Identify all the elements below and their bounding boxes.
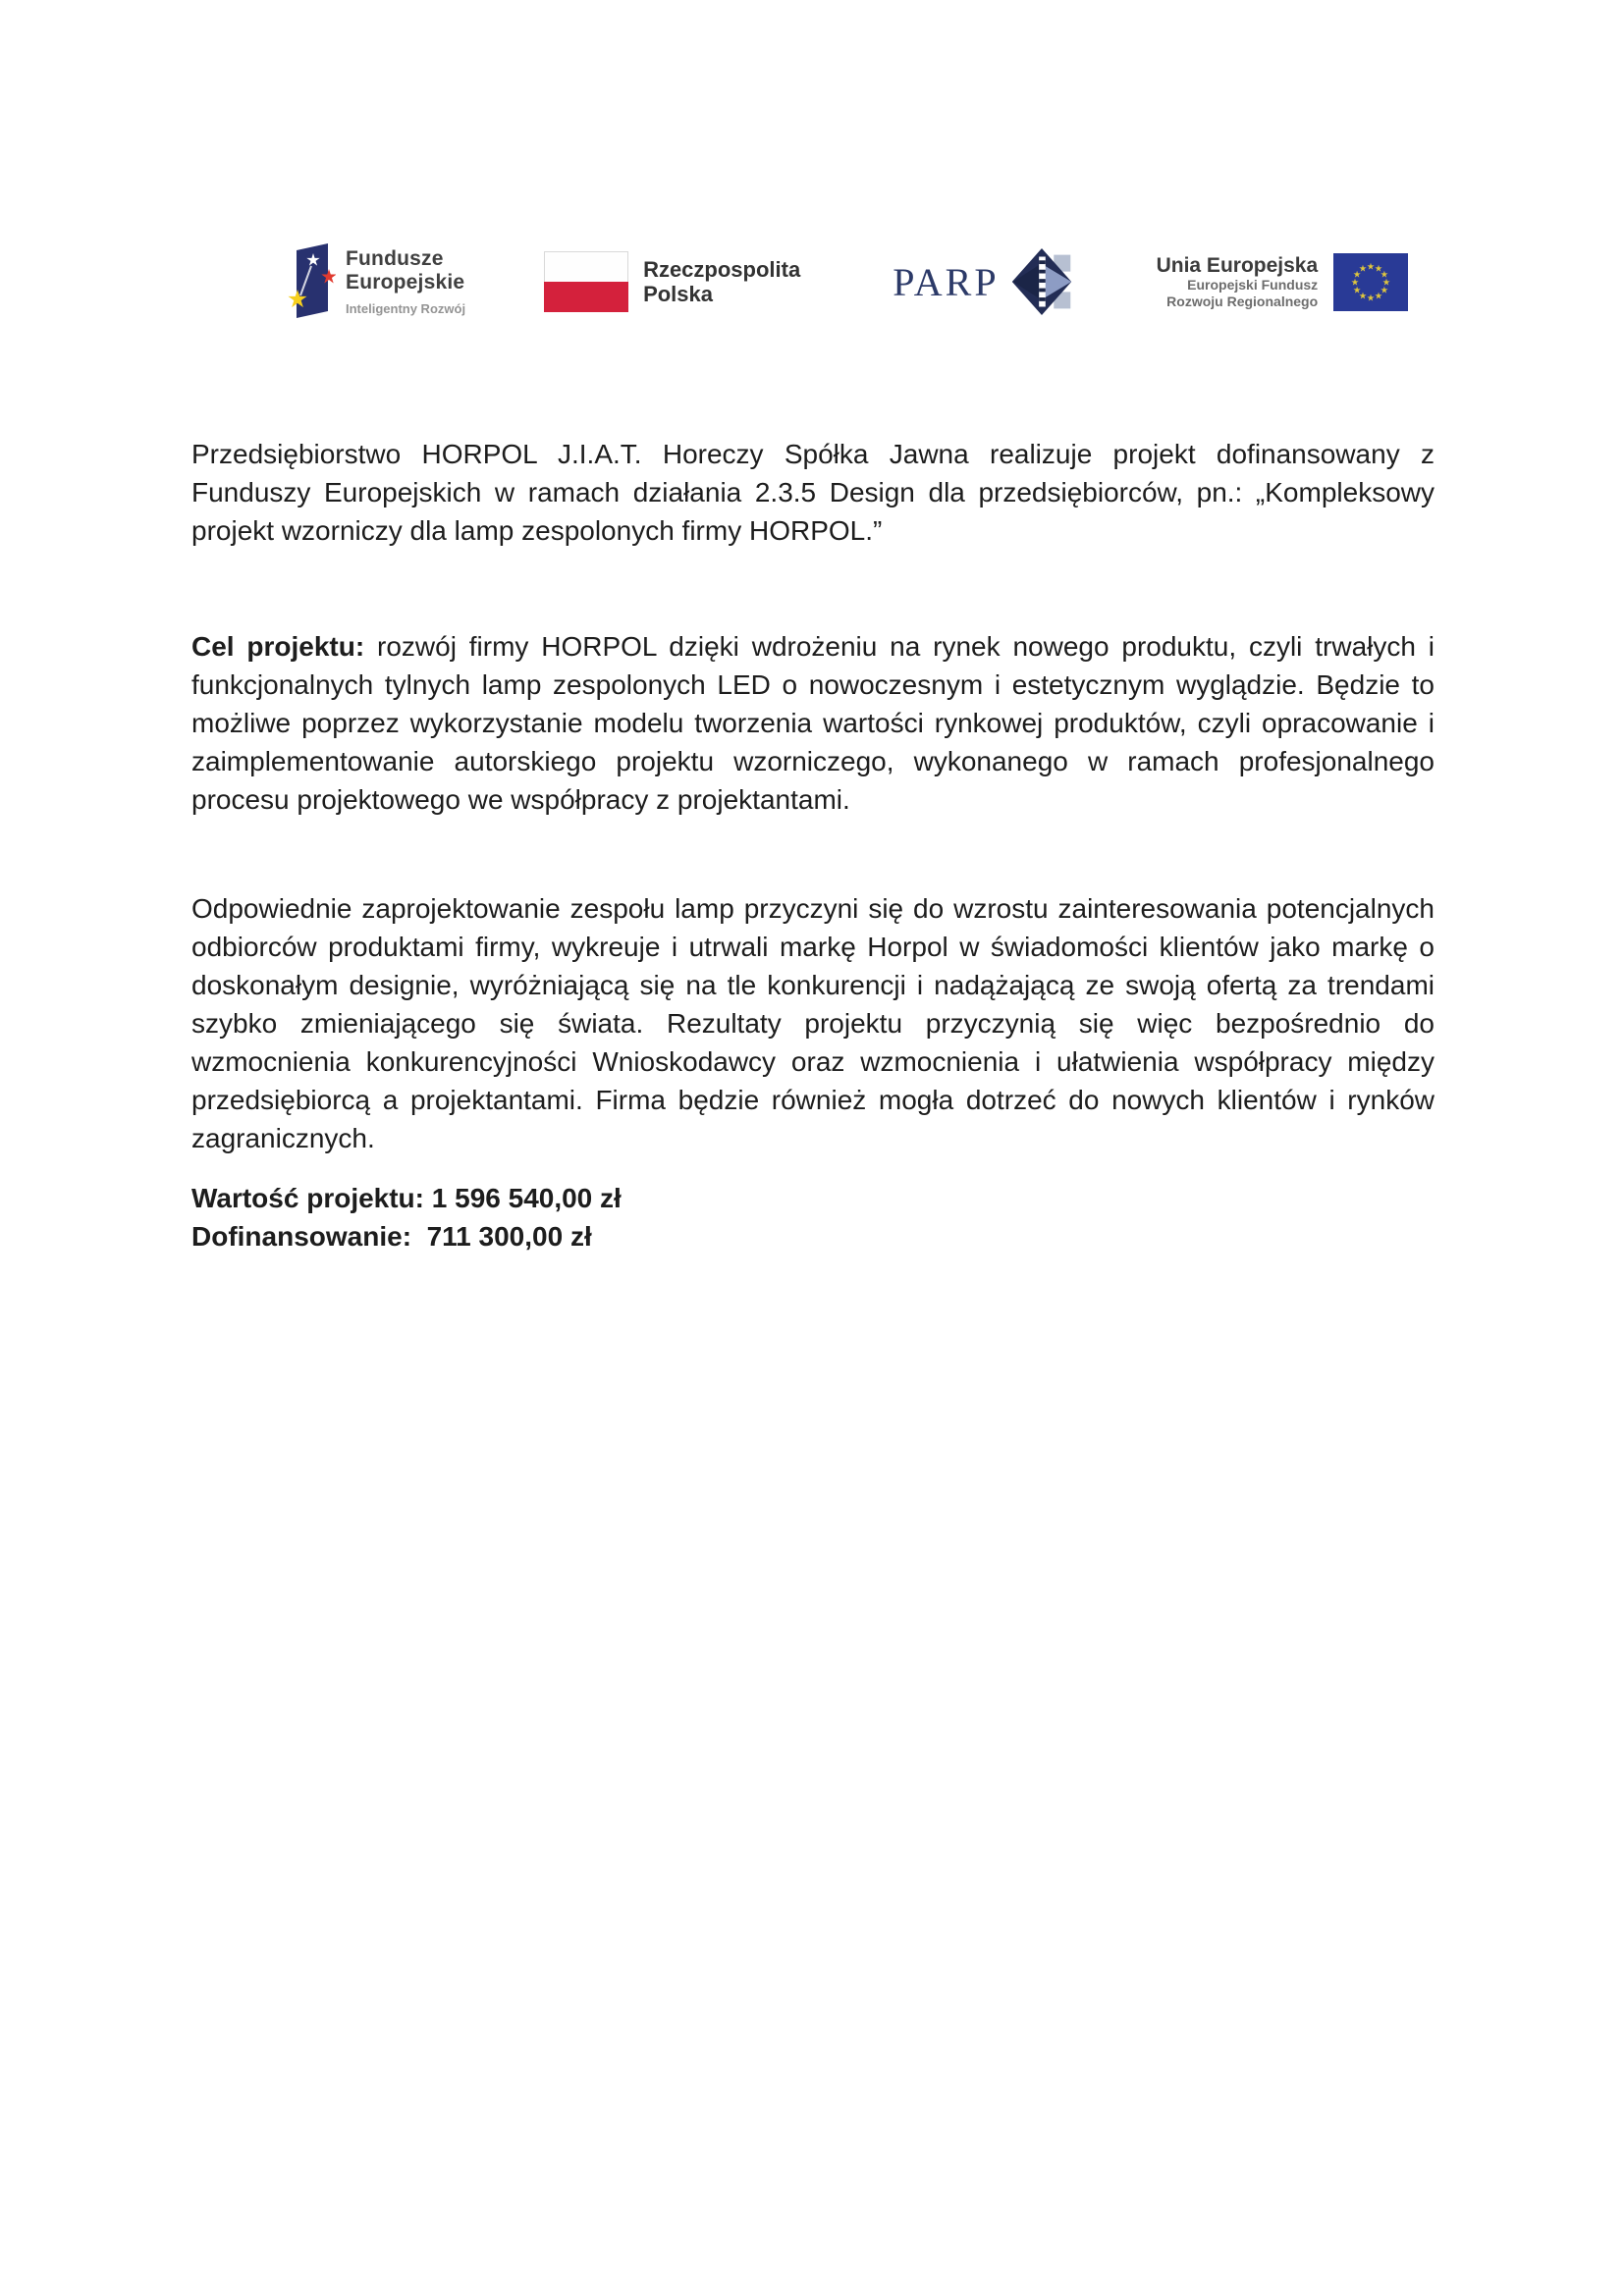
poland-flag-icon bbox=[544, 251, 628, 312]
goal-label: Cel projektu: bbox=[191, 631, 365, 662]
project-value-line: Wartość projektu: 1 596 540,00 zł bbox=[191, 1183, 622, 1213]
poland-line2: Polska bbox=[643, 282, 713, 306]
fundusze-europejskie-logo bbox=[285, 240, 465, 323]
paragraph-results: Odpowiednie zaprojektowanie zespołu lamp przyczyni się do wzrostu zainteresowania potencjalnych odbiorców produktami firmy, wykreuje i utrwali markę Horpol w świadomości klientów jako markę o doskonałym designie, wyróżniającą się na tle konkurencji i nadążającą ze swoją ofertą za trendami szybko zmieniającego się świata. Rezultaty projektu przyczynią się więc bezpośrednio do wzmocnienia konkurencyjności Wnioskodawcy oraz wzmocnienia i ułatwienia współpracy między przedsiębiorcą a projektantami. Firma będzie również mogła dotrzeć do nowych klientów i rynków zagranicznych. bbox=[191, 893, 1435, 1153]
funding-line: Dofinansowanie: 711 300,00 zł bbox=[191, 1221, 592, 1252]
poland-line1: Rzeczpospolita bbox=[643, 257, 801, 282]
eu-flag-icon bbox=[1333, 253, 1408, 311]
fundusze-europejskie-text bbox=[346, 247, 465, 316]
unia-europejska-text bbox=[1157, 254, 1319, 310]
logo-band bbox=[285, 240, 1408, 323]
fundusze-line1: Fundusze bbox=[346, 247, 444, 270]
rzeczpospolita-polska-text bbox=[643, 257, 800, 306]
paragraph-intro: Przedsiębiorstwo HORPOL J.I.A.T. Horeczy Spółka Jawna realizuje projekt dofinansowany z Funduszy Europejskich w ramach działania 2.3.5 Design dla przedsiębiorców, pn.: „Kompleksowy projekt wzorniczy dla lamp zespolonych firmy HORPOL.” bbox=[191, 439, 1435, 546]
eu-line2: Europejski Fundusz bbox=[1187, 276, 1319, 293]
paragraph-goal bbox=[191, 627, 1435, 819]
fundusze-subtitle: Inteligentny Rozwój bbox=[346, 301, 466, 316]
eu-line1: Unia Europejska bbox=[1156, 253, 1319, 277]
parp-logo bbox=[893, 245, 1074, 318]
fundusze-line2: Europejskie bbox=[346, 271, 465, 294]
eu-line3: Rozwoju Regionalnego bbox=[1166, 293, 1319, 309]
parp-diamond-icon bbox=[1008, 245, 1075, 318]
goal-text: rozwój firmy HORPOL dzięki wdrożeniu na rynek nowego produktu, czyli trwałych i funkcjonalnych tylnych lamp zespolonych LED o nowoczesnym i estetycznym wyglądzie. Będzie to możliwe poprzez wykorzystanie modelu tworzenia wartości rynkowej produktów, czyli opracowanie i zaimplementowanie autorskiego projektu wzorniczego, wykonanego w ramach profesjonalnego procesu projektowego we współpracy z projektantami. bbox=[191, 631, 1435, 815]
fundusze-europejskie-flag-icon bbox=[285, 240, 336, 323]
unia-europejska-logo bbox=[1157, 253, 1409, 311]
document-body bbox=[191, 435, 1435, 1255]
rzeczpospolita-polska-logo bbox=[544, 251, 800, 312]
parp-wordmark: PARP bbox=[893, 259, 1000, 304]
